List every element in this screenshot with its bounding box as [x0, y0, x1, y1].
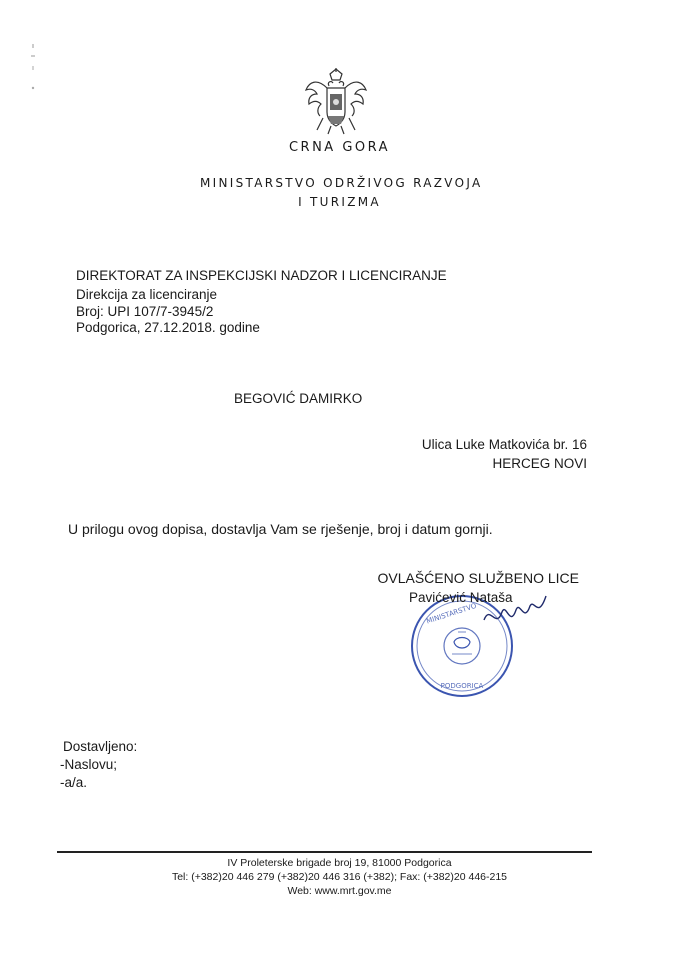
delivery-item: -Naslovu; — [60, 757, 118, 772]
delivery-label: Dostavljeno: — [63, 739, 138, 754]
signatory-name: Pavićević Nataša — [409, 590, 513, 605]
letter-body: U prilogu ovog dopisa, dostavlja Vam se rješenje, broj i datum gornji. — [68, 521, 493, 537]
place-and-date: Podgorica, 27.12.2018. godine — [76, 320, 260, 335]
footer-divider — [57, 851, 592, 853]
delivery-item: -a/a. — [60, 775, 88, 790]
svg-text:PODGORICA: PODGORICA — [440, 682, 484, 690]
coat-of-arms-icon — [303, 68, 369, 138]
footer-website: Web: www.mrt.gov.me — [287, 885, 392, 897]
directorate-title: DIREKTORAT ZA INSPEKCIJSKI NADZOR I LICENCIRANJE — [76, 268, 447, 283]
country-name: CRNA GORA — [288, 140, 391, 155]
ministry-name-line2: I TURIZMA — [298, 195, 381, 209]
department-name: Direkcija za licenciranje — [76, 287, 218, 302]
signatory-title: OVLAŠĆENO SLUŽBENO LICE — [377, 570, 579, 586]
footer-contacts: Tel: (+382)20 446 279 (+382)20 446 316 (+382); Fax: (+382)20 446-215 — [171, 871, 508, 883]
margin-marks — [28, 42, 38, 102]
recipient-name: BEGOVIĆ DAMIRKO — [234, 391, 363, 406]
ministry-name-line1: MINISTARSTVO ODRŽIVOG RAZVOJA — [200, 176, 483, 190]
svg-text:MINISTARSTVO: MINISTARSTVO — [425, 601, 478, 626]
document-number: Broj: UPI 107/7-3945/2 — [76, 304, 214, 319]
footer-address: IV Proleterske brigade broj 19, 81000 Podgorica — [227, 857, 452, 869]
recipient-street: Ulica Luke Matkovića br. 16 — [421, 437, 587, 452]
recipient-city: HERCEG NOVI — [492, 456, 587, 471]
